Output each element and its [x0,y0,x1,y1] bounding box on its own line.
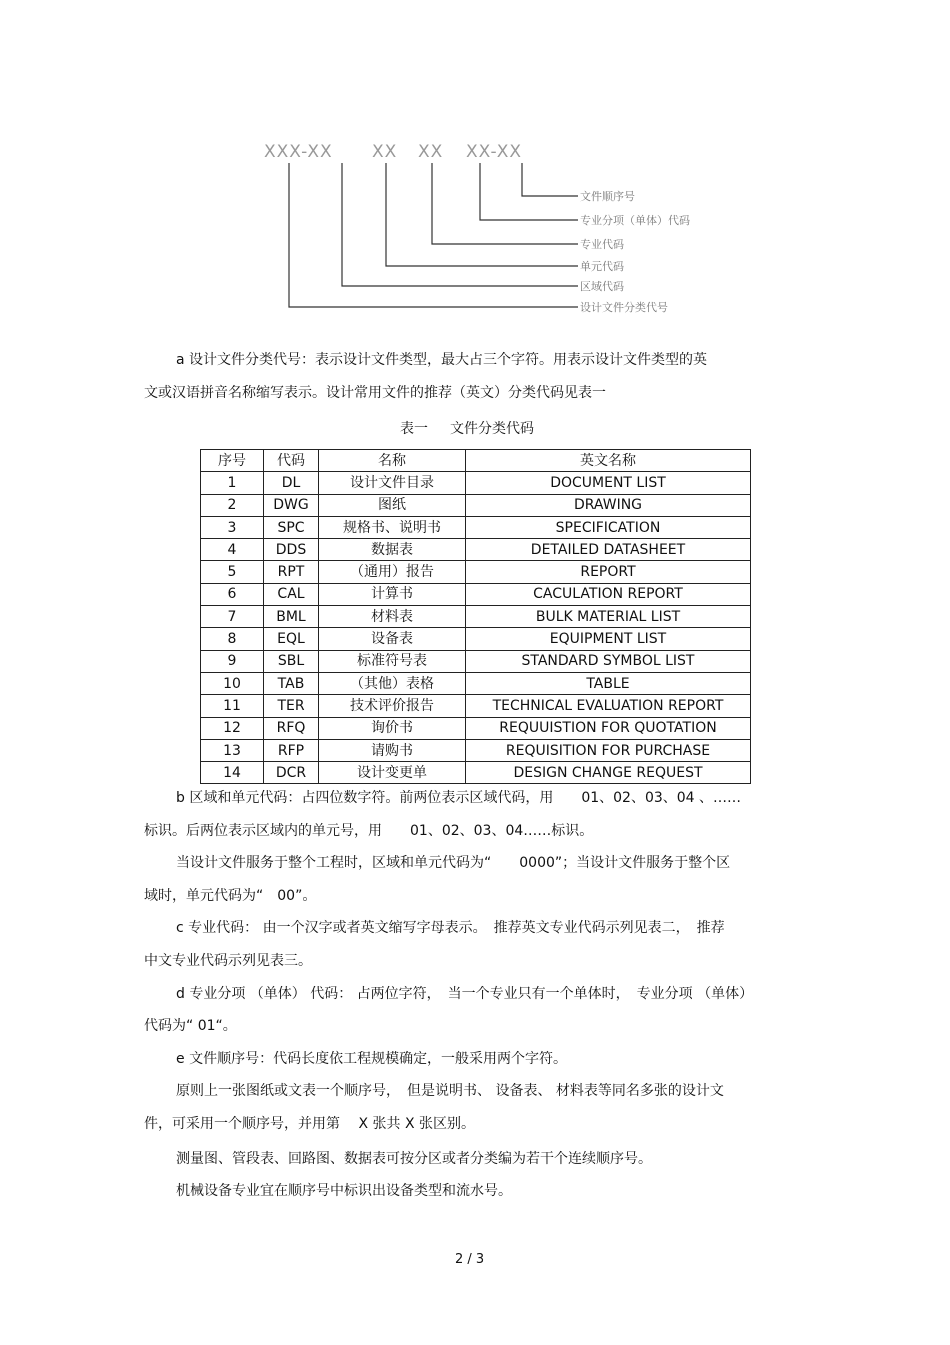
cell-seq: 11 [201,695,264,717]
cell-english-name: DETAILED DATASHEET [466,539,751,561]
para-e-line1: e 文件顺序号：代码长度依工程规模确定，一般采用两个字符。 [176,1051,568,1067]
cell-code: DCR [264,762,319,784]
cell-seq: 4 [201,539,264,561]
cell-code: RPT [264,561,319,583]
leader-line-unit [386,163,578,266]
cell-seq: 7 [201,606,264,628]
cell-seq: 12 [201,717,264,739]
table-row [201,516,751,538]
para-b-line2: 标识。后两位表示区域内的单元号，用 01、02、03、04……标识。 [144,823,594,839]
table-row [201,695,751,717]
cell-english-name: TECHNICAL EVALUATION REPORT [466,695,751,717]
code-part-category: XXX-XX [264,142,333,162]
table-title-text: 文件分类代码 [450,421,534,437]
table-row [201,472,751,494]
table-row [201,539,751,561]
label-unit-code: 单元代码 [580,260,624,273]
cell-english-name: SPECIFICATION [466,516,751,538]
cell-english-name: EQUIPMENT LIST [466,628,751,650]
para-b-line4: 域时，单元代码为“ 00”。 [144,888,317,904]
para-e-line3: 件，可采用一个顺序号，并用第 X 张共 X 张区别。 [144,1116,475,1132]
cell-english-name: CACULATION REPORT [466,583,751,605]
table-row [201,628,751,650]
cell-code: DWG [264,494,319,516]
para-e-line2: 原则上一张图纸或文表一个顺序号， 但是说明书、 设备表、 材料表等同名多张的设计文 [176,1083,724,1099]
cell-english-name: REQUUISTION FOR QUOTATION [466,717,751,739]
cell-english-name: BULK MATERIAL LIST [466,606,751,628]
cell-name: 计算书 [319,583,466,605]
table-row [201,717,751,739]
cell-english-name: DRAWING [466,494,751,516]
table-title-number: 表一 [400,421,428,437]
cell-english-name: DOCUMENT LIST [466,472,751,494]
cell-seq: 13 [201,739,264,761]
code-part-item-seq: XX-XX [466,142,523,162]
code-part-discipline: XX [418,142,444,162]
cell-name: 材料表 [319,606,466,628]
cell-english-name: TABLE [466,672,751,694]
table-title [400,418,534,438]
leader-line-discipline [432,163,578,244]
label-category-code: 设计文件分类代号 [580,301,668,314]
document-classification-table [200,449,751,784]
cell-name: 请购书 [319,739,466,761]
cell-code: RFQ [264,717,319,739]
para-d-line2: 代码为“ 01“。 [144,1018,237,1034]
para-e-line4: 测量图、管段表、回路图、数据表可按分区或者分类编为若干个连续顺序号。 [176,1151,652,1167]
cell-name: 技术评价报告 [319,695,466,717]
label-discipline-code: 专业代码 [580,238,624,251]
para-b-line3: 当设计文件服务于整个工程时，区域和单元代码为“ 0000”；当设计文件服务于整个区 [176,855,731,871]
cell-seq: 6 [201,583,264,605]
para-a-line2: 文或汉语拼音名称缩写表示。设计常用文件的推荐（英文）分类代码见表一 [144,385,606,401]
table-row [201,606,751,628]
label-subitem-code: 专业分项（单体）代码 [580,214,690,227]
cell-code: CAL [264,583,319,605]
page-number: 2 / 3 [455,1252,485,1267]
cell-code: SPC [264,516,319,538]
label-sequence-number: 文件顺序号 [580,190,635,203]
cell-seq: 10 [201,672,264,694]
cell-seq: 1 [201,472,264,494]
leader-line-area [342,163,578,286]
cell-english-name: STANDARD SYMBOL LIST [466,650,751,672]
cell-seq: 14 [201,762,264,784]
table-body [201,472,751,784]
cell-english-name: REQUISITION FOR PURCHASE [466,739,751,761]
table-row [201,561,751,583]
cell-code: RFP [264,739,319,761]
cell-name: 标准符号表 [319,650,466,672]
header-code: 代码 [264,450,319,472]
header-name: 名称 [319,450,466,472]
table-row [201,583,751,605]
cell-code: EQL [264,628,319,650]
table-row [201,494,751,516]
para-d-line1: d 专业分项 （单体） 代码： 占两位字符， 当一个专业只有一个单体时， 专业分项 （单体） [176,986,754,1002]
cell-seq: 8 [201,628,264,650]
table-row [201,650,751,672]
table-row [201,762,751,784]
cell-seq: 2 [201,494,264,516]
code-part-unit: XX [372,142,398,162]
cell-seq: 3 [201,516,264,538]
cell-name: 询价书 [319,717,466,739]
cell-name: （通用）报告 [319,561,466,583]
cell-code: SBL [264,650,319,672]
header-seq: 序号 [201,450,264,472]
header-english-name: 英文名称 [466,450,751,472]
cell-code: BML [264,606,319,628]
table-row [201,739,751,761]
cell-name: 规格书、说明书 [319,516,466,538]
para-b-line1: b 区域和单元代码：占四位数字符。前两位表示区域代码，用 01、02、03、04 、…… [176,790,742,806]
cell-english-name: DESIGN CHANGE REQUEST [466,762,751,784]
para-c-line2: 中文专业代码示列见表三。 [144,953,312,969]
cell-code: DDS [264,539,319,561]
table-header-row [201,450,751,472]
leader-line-subitem [480,163,578,220]
cell-code: TAB [264,672,319,694]
cell-name: 设计变更单 [319,762,466,784]
cell-seq: 9 [201,650,264,672]
leader-line-sequence [522,163,578,196]
para-c-line1: c 专业代码： 由一个汉字或者英文缩写字母表示。 推荐英文专业代码示列见表二， 推荐 [176,920,725,936]
cell-code: DL [264,472,319,494]
cell-name: 设计文件目录 [319,472,466,494]
cell-name: 数据表 [319,539,466,561]
cell-name: （其他）表格 [319,672,466,694]
para-a-line1: a 设计文件分类代号：表示设计文件类型，最大占三个字符。用表示设计文件类型的英 [176,352,708,368]
cell-english-name: REPORT [466,561,751,583]
cell-name: 设备表 [319,628,466,650]
cell-seq: 5 [201,561,264,583]
label-area-code: 区域代码 [580,280,624,293]
table-row [201,672,751,694]
cell-code: TER [264,695,319,717]
code-structure-diagram [0,0,950,340]
cell-name: 图纸 [319,494,466,516]
para-e-line5: 机械设备专业宜在顺序号中标识出设备类型和流水号。 [176,1183,512,1199]
